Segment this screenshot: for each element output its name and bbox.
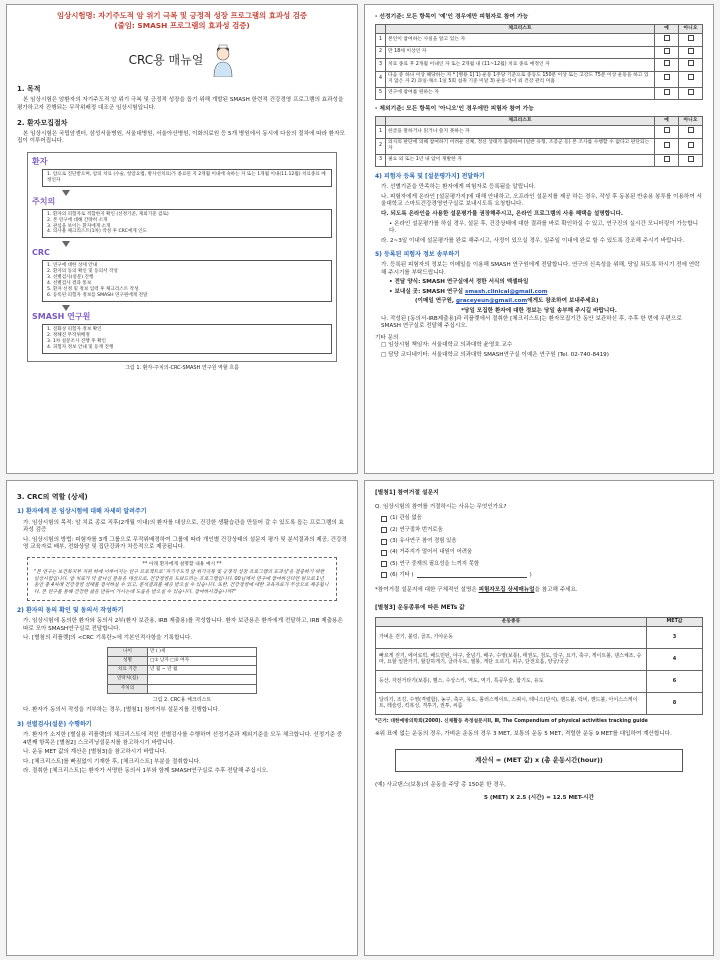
no-checkbox[interactable] xyxy=(688,127,694,133)
table-row: 치료 기간 년 월 ~ 년 월 xyxy=(108,666,257,675)
met-table xyxy=(375,617,703,715)
flow-patient-head: 환자 xyxy=(32,157,48,167)
refusal-option-other[interactable]: (6) 기타 ( ) xyxy=(381,572,703,579)
trial-title: 임상시험명: 자기주도적 암 위기 극복 및 긍정적 성장 프로그램의 효과성 검증 xyxy=(56,11,307,20)
figure-2-caption: 그림 2. CRC용 체크리스트 xyxy=(152,696,212,703)
email-link[interactable]: smash.clinical@gmail.com xyxy=(465,288,548,295)
section-4-item: 다. 되도록 온라인을 사용한 설문평가를 권장해주시고, 온라인 프로그램의 사용 혜택을 설명합니다. xyxy=(381,210,623,217)
table-row: 달리기, 조깅, 수영(격렬함), 농구, 축구, 유도, 롤러스케이트, 스쿼시, 테니스(단식), 핸드볼, 럭비, 핸드볼, 아이스스케이트, 레슬링, 킥복싱, 격투기, 권투, 씨름 8 xyxy=(376,692,703,714)
step-3-item: 다. [체크리스트]를 빠짐없이 기재한 후, [체크리스트] 부분을 절취합니다. xyxy=(23,758,201,765)
col-met-value: MET값 xyxy=(647,617,703,626)
section-5-item: • 전달 양식: SMASH 연구실에서 정한 서식의 엑셀파일 xyxy=(389,279,529,286)
yes-checkbox[interactable] xyxy=(664,74,670,80)
met-formula: 계산식 = (MET 값) x (총 운동시간(hour)) xyxy=(395,749,683,772)
step-1-item: 가. 임상시험의 목적: 암 치료 종료 직후(2개월 이내)의 환자를 대상으로, 건강한 생활습관을 만들어 갈 수 있도록 돕는 프로그램의 효과성 검증 xyxy=(23,519,344,534)
page-1 xyxy=(6,4,358,474)
step-1-item: 나. 임상시험의 방법: 피험자를 3개 그룹으로 무작위배정하여 그룹에 따라 개인별 건강상태의 설문지 평가 및 분석결과의 제공, 건강경영 교육자료 배부, 전화상담 및 집단강좌가 차등적으로 제공됩니다. xyxy=(23,536,347,551)
crc-checklist-table xyxy=(107,647,257,694)
option-checkbox[interactable] xyxy=(381,527,387,533)
step-2-item: 가. 임상시험에 동의한 환자와 동의서 2부(환자 보관용, IRB 제출용)를 작성합니다. 환자 보관용은 환자에게 전달하고, IRB 제출용은 따로 모아 SMASH연구실로 전달합니다. xyxy=(23,618,343,632)
step-1-title: 1) 환자에게 본 임상시험에 대해 자세히 알려주기 xyxy=(17,508,147,516)
section-recruit-title: 2. 환자모집절차 xyxy=(17,118,68,127)
option-checkbox[interactable] xyxy=(381,516,387,522)
table-row: 3 치료 종료 후 2개월 이내인 자 또는 2개월 내 (11~12월) 치료 종료 예정인 자 xyxy=(376,59,703,71)
other-input[interactable] xyxy=(417,572,527,578)
step-2-item: 나. [별첨의 리플렛]의 <CRC 기록란>에 기본인적사항을 기록합니다. xyxy=(23,635,193,642)
step-2-item: 다. 환자가 동의서 작성을 거부하는 경우, [별첨1] 참여거부 설문지를 진행합니다. xyxy=(23,707,220,714)
met-note: ※위 표에 없는 운동의 경우, 가벼운 운동의 경우 3 MET, 보통의 운동 5 MET, 격렬한 운동 9 MET를 대입하여 계산합니다. xyxy=(375,731,672,738)
option-checkbox[interactable] xyxy=(381,561,387,567)
flow-arrow-icon xyxy=(62,190,70,196)
explanation-example-box xyxy=(27,557,337,601)
col-yes: 예 xyxy=(655,24,679,33)
section-purpose-title: 1. 목적 xyxy=(17,84,41,93)
no-checkbox[interactable] xyxy=(688,74,694,80)
no-checkbox[interactable] xyxy=(688,156,694,162)
notice-head: ** 아래 환자에게 설명할 내용 예시 ** xyxy=(142,561,222,567)
table-row: 성별 □① 남자 □② 여자 xyxy=(108,656,257,665)
col-checklist: 체크리스트 xyxy=(386,24,655,33)
table-row: 1 한글을 말하거나 읽거나 쓸지 못하는 자 xyxy=(376,126,703,138)
option-checkbox[interactable] xyxy=(381,572,387,578)
step-3-item: 나. 운동 MET 값의 계산은 [별첨3]을 참고하시기 바랍니다. xyxy=(23,749,167,756)
table-row: 빠르게 걷기, 에어로빅, 배드민턴, 야구, 줄넘기, 배구, 수영(보통), 태권도, 검도, 탁구, 요가, 축구, 게이트볼, 댄스체조, 승마, 요할 일한가기, 할갈하게기, 클라우트, 필봉, 게단 오르기, 피구, 단전호흡, 양궁/국궁 4 xyxy=(376,648,703,670)
attachment-3-title: [별첨3] 운동종류에 따른 METs 값 xyxy=(375,604,465,611)
no-checkbox[interactable] xyxy=(688,142,694,148)
table-row: 등산, 자전거타기(보통), 헬스, 수상스키, 역도, 역기, 특공무술, 합기도, 유도 6 xyxy=(376,670,703,692)
section-purpose-body: 본 임상시험은 암환자의 자기주도적 암 위기 극복 및 긍정적 성장을 돕기 위해 개발된 SMASH 한련적 건강경영 프로그램의 효과성을 평가하고자 진행되는 무작위배정 대조군 임상시험입니다. xyxy=(17,97,344,111)
flow-arrow-icon xyxy=(62,241,70,247)
option-checkbox[interactable] xyxy=(381,539,387,545)
table-row: 연락처(집) xyxy=(108,675,257,684)
table-row: 나이 만 ( )세 xyxy=(108,647,257,656)
section-5-item: • 보내실 곳: SMASH 연구실 smash.clinical@gmail.com xyxy=(389,288,548,295)
section-5-item: (이메일 연구원, graceyeun@gmail.com에게도 참조하여 보내주세요) xyxy=(415,298,599,305)
inclusion-table xyxy=(375,24,703,100)
col-checklist: 체크리스트 xyxy=(386,116,655,125)
yes-checkbox[interactable] xyxy=(664,35,670,41)
col-no: 아니오 xyxy=(679,24,703,33)
step-3-title: 3) 선별검사(설문) 수행하기 xyxy=(17,721,92,729)
example-calc: 5 (MET) X 2.5 (시간) = 12.5 MET-시간 xyxy=(484,795,594,802)
section-4-title: 4) 피험자 등록 및 [설문평가지] 전달하기 xyxy=(375,173,485,181)
recruitment-flowchart xyxy=(27,152,337,362)
page-3 xyxy=(6,480,358,956)
table-row: 2 만 18세 이상인 자 xyxy=(376,46,703,58)
section-4-item: 나. 피험자에게 온라인 [설문평가지]에 대해 안내하고, 오프라인 설문지를 제공 하는 경우, 작성 후 동봉된 반송용 봉투를 이용하여 서울대학교 스마트건강경영연구실로 보내시도록 요청합니다. xyxy=(381,193,702,208)
example-label: (예) 사교댄스(보통)의 운동을 주당 총 150분 한 경우, xyxy=(375,781,506,788)
no-checkbox[interactable] xyxy=(688,48,694,54)
contact-line: □ 임상시험 책임자: 서울대학교 의과대학 윤영호 교수 xyxy=(381,342,513,349)
nurse-icon xyxy=(211,43,235,77)
refusal-note: *참여거절 설문지에 대한 구체적인 설명은 피험자모집 상세매뉴얼을 참고해 주세요. xyxy=(375,587,578,594)
section-4-item: • 온라인 설문평가를 하실 경우, 설문 후, 건강상태에 대한 결과를 바로 확인하실 수 있고, 연구진의 실시간 모니터링이 가능합니다. xyxy=(389,220,699,235)
notice-body: "본 연구는 보건복지부 지원 하에 이루어지는 연구 프로젝트로 '자기주도적 암 위기극복 및 긍정적 성장 프로그램의 효과성'을 검증하기 위한 임상시험입니다. 암 치료가 막 끝나신 분들을 대상으로, 건강경영을 도와드리는 프로그램입니다. 00님께서 연구에 참여하신다면 앞으로 1년 동안 총 4차례 건강경영 상태를 검사하실 수 있고, 분석결과를 제공 받으실 수 있습니다. 또한, 건강경영에 대한 교육자료가 무상으로 제공됩니다. 본 연구를 통해 건강한 삶을 만들어 가시는데 도움을 받으실 수 있습니다. 참여하시겠습니까?" xyxy=(34,570,329,595)
flow-smash-head: SMASH 연구원 xyxy=(32,312,91,322)
inclusion-title: - 선정기준: 모든 항목이 '예'인 경우에만 피험자로 참여 가능 xyxy=(375,14,529,20)
exclusion-title: - 제외기준: 모든 항목이 '아니오'인 경우에만 피험자 참여 가능 xyxy=(375,106,534,113)
section-5-item: 가. 등록된 피험자의 정보는 이메일을 이용해 SMASH 연구원에게 전달합니다. 연구의 신속성을 위해, 당일 되도록 하시기 전에 연락해 주시기를 부탁드립니다. xyxy=(381,262,700,276)
yes-checkbox[interactable] xyxy=(664,60,670,66)
flow-patient-box: 1. 암으로 진단받으며, 암의 치료 (수술, 항암요법, 방사선치료)가 종료된 지 2개월 이내에 속하는 자 또는 1개월 이내(11.12월) 치료종료 예정인자 xyxy=(42,169,332,187)
no-checkbox[interactable] xyxy=(688,35,694,41)
email-link[interactable]: graceyeun@gmail.com xyxy=(456,298,528,305)
section-4-item: 라. 2~3일 이내에 설문평가를 완료 해주시고, 사정이 있으실 경우, 일주일 이내에 완료 할 수 있도록 강조해 주시기 바랍니다. xyxy=(381,237,685,244)
page-4 xyxy=(364,480,714,956)
section-5-item: 나. 작성된 [동의서-IRB제출용]과 리플렛에서 절취한 [체크리스트]는 환자모집기간 동안 보관하신 후, 추후 한 번에 우편으로 SMASH 연구실로 전달해 주십시오. xyxy=(381,315,682,330)
flow-crc-head: CRC xyxy=(32,248,50,258)
yes-checkbox[interactable] xyxy=(664,127,670,133)
no-checkbox[interactable] xyxy=(688,60,694,66)
section-5-item: *당일 모집한 환자에 대한 정보는 당일 송부해 주시길 바랍니다. xyxy=(461,308,617,314)
flow-arrow-icon xyxy=(62,305,70,311)
refusal-option[interactable]: (1) 관심 없음 xyxy=(381,515,703,522)
yes-checkbox[interactable] xyxy=(664,89,670,95)
refusal-option[interactable]: (5) 연구 중재의 필요성을 느끼지 못함 xyxy=(381,561,703,568)
col-no: 아니오 xyxy=(679,116,703,125)
yes-checkbox[interactable] xyxy=(664,156,670,162)
crc-role-title: 3. CRC의 역할 (상세) xyxy=(17,493,88,501)
attachment-1-title: [별첨1] 참여거절 설문지 xyxy=(375,490,439,496)
table-row: 주치의 xyxy=(108,684,257,693)
section-4-item: 가. 선별기준을 만족하는 환자에게 피험자로 등록됨을 알립니다. xyxy=(381,184,536,191)
step-3-item: 가. 환자가 소지한 [별실용 리플렛]의 체크리스트에 적힌 선별검사를 수행하여 선정기준과 제외기준을 모두 체크합니다. 선정기준 중 4번째 항목은 [별첨2] 스크리닝설문지를 참고하시기 바랍니다. xyxy=(23,732,343,746)
table-row: 5 연구에 참여를 원하는 자 xyxy=(376,87,703,99)
refusal-option[interactable]: (3) 유사연구 참여 경험 있음 xyxy=(381,538,703,545)
no-checkbox[interactable] xyxy=(688,89,694,95)
section-recruit-body: 본 임상시험은 국립암센터, 삼성서울병원, 서울대병원, 서울아산병원, 이화의료원 등 5개 병원에서 동시에 다음의 절차에 따라 환자모집이 이루어집니다. xyxy=(17,130,345,145)
contact-title: 기타 문의 xyxy=(375,334,399,341)
flow-smash-box: 1. 전화상 피험자 정보 확인 2. 정해진 무작위배정 3. 1차 설문조사 진행 후 확인 4. 피험자 정보 안내 및 등재 진행 xyxy=(42,324,332,354)
flow-doctor-box: 1. 환자의 피험자로 적합한지 확인 (선정기준, 제외기준 검토) 2. 본 연구에 대해 간략히 소개 3. 관심을 보이는 환자에게 소개 4. 의사용 체크리스트(1차) 작성 후 CRC에게 인도 xyxy=(42,209,332,239)
figure-1-caption: 그림 1. 환자-주치의-CRC-SMASH 연구원 역할 흐름 xyxy=(125,364,239,371)
col-exercise-type: 운동종류 xyxy=(376,617,647,626)
trial-subtitle: (줄임: SMASH 프로그램의 효과성 검증) xyxy=(114,20,250,30)
table-row: 가벼운 걷기, 볼링, 골프, 가야운동 3 xyxy=(376,626,703,648)
step-2-title: 2) 환자의 동의 확인 및 동의서 작성하기 xyxy=(17,607,124,615)
refusal-option[interactable]: (4) 거주지가 멀어서 내원이 어려움 xyxy=(381,549,703,556)
yes-checkbox[interactable] xyxy=(664,142,670,148)
table-row: 3 필요 외 또는 1년 내 암이 재발한 자 xyxy=(376,154,703,166)
page-2 xyxy=(364,4,714,474)
manual-header xyxy=(17,43,347,77)
contact-line: □ 담당 코디네이터: 서울대학교 의과대학 SMASH연구실 이예은 연구원 (Tel. 02-740-8419) xyxy=(381,351,609,358)
table-row: 2 의사의 판단에 의해 참여하기 어려운 신체, 정신 상태가 불량하여 (일반 유형, 조증군 등) 본 조사를 수행할 수 없다고 판단되는 자 xyxy=(376,138,703,154)
option-checkbox[interactable] xyxy=(381,550,387,556)
col-yes: 예 xyxy=(655,116,679,125)
step-3-item: 라. 절취한 [체크리스트]는 환자가 서명한 동의서 1부와 함께 SMASH연구실로 추후 전달해 주십시오. xyxy=(23,768,269,775)
yes-checkbox[interactable] xyxy=(664,48,670,54)
exclusion-table xyxy=(375,116,703,167)
table-row: 4 다음 중 하나 이상 해당하는 자 * [병용 1] 1) 운동 1주당 기준으로 중등도 150분 이상 또는 고강도 75분 이상 운동을 하고 있지 않은 자 2) 과일·채소 1일 5회 섭취 기준 미달 3) 운동·식이 외 건강 관리 미흡 xyxy=(376,71,703,87)
refusal-question: Q. 임상시험의 참여를 거절하시는 사유는 무엇인가요? xyxy=(375,503,507,510)
manual-title: CRC용 매뉴얼 xyxy=(128,52,204,67)
met-source: *근거: 대한예방의학회(2000). 신체활동 측정설문지II, Ⅲ, The Compendium of physical activities tracking guide xyxy=(375,718,648,724)
section-5-title: 5) 등록된 피험자 정보 송부하기 xyxy=(375,251,460,259)
flow-doctor-head: 주치의 xyxy=(32,196,56,206)
refusal-option[interactable]: (2) 연구절차 번거로움 xyxy=(381,527,703,534)
table-row: 1 본인이 참여하는 사실을 알고 있는 자 xyxy=(376,34,703,46)
flow-crc-box: 1. 연구에 대한 상세 안내 2. 환자의 동의 확인 및 동의서 작성 3. 선별검사(설문) 진행 4. 선별검사 결과 통보 5. 환자 선정 및 정보 입력 후 체크리스트 작성 6. 등록된 피험자 정보를 SMASH 연구원에게 전달 xyxy=(42,260,332,302)
